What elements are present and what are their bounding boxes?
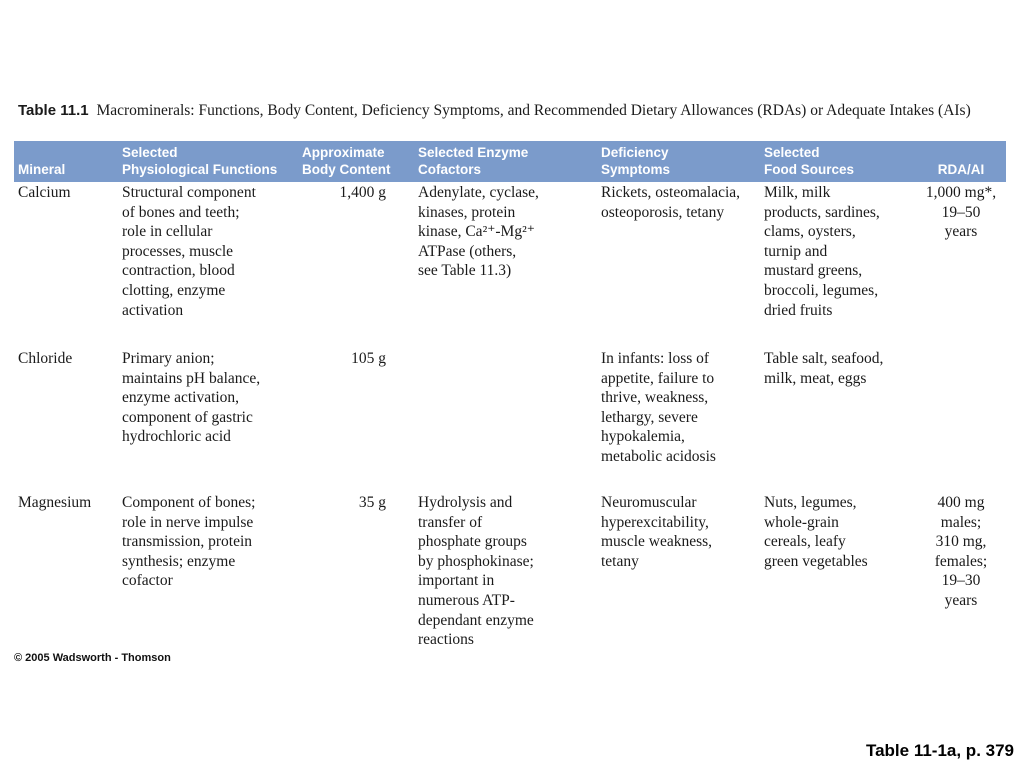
- cell-cofactors: [414, 343, 597, 485]
- cell-food-sources: Milk, milk products, sardines, clams, oysters, turnip and mustard greens, broccoli, legumes, dried fruits: [764, 184, 880, 319]
- table-number: Table 11.1: [18, 102, 89, 119]
- macrominerals-table: [14, 141, 1006, 650]
- cell-body-content: 35 g: [358, 494, 386, 511]
- cell-deficiency: Neuromuscular hyperexcitability, muscle weakness, tetany: [601, 494, 713, 570]
- cell-rda: 400 mg males; 310 mg, females; 19–30 years: [934, 494, 988, 609]
- cell-mineral: Chloride: [18, 350, 73, 367]
- copyright-notice: © 2005 Wadsworth - Thomson: [14, 652, 171, 664]
- table-row: [14, 182, 1006, 343]
- cell-rda: [916, 343, 1006, 485]
- table-row: [14, 343, 1006, 485]
- col-header-food-sources: Selected Food Sources: [760, 141, 916, 182]
- col-header-mineral: Mineral: [14, 141, 118, 182]
- cell-body-content: 1,400 g: [339, 184, 386, 201]
- header-row: [14, 141, 1006, 182]
- cell-body-content: 105 g: [351, 350, 386, 367]
- col-header-rda-ai: RDA/AI: [916, 141, 1006, 182]
- col-header-body-content: Approximate Body Content: [298, 141, 414, 182]
- cell-deficiency: In infants: loss of appetite, failure to thrive, weakness, lethargy, severe hypokalemia, metabolic acidosis: [601, 350, 716, 465]
- cell-rda: 1,000 mg*, 19–50 years: [925, 184, 997, 241]
- cell-functions: Primary anion; maintains pH balance, enzyme activation, component of gastric hydrochloric acid: [122, 350, 261, 446]
- cell-deficiency: Rickets, osteomalacia, osteoporosis, tetany: [601, 184, 741, 221]
- cell-food-sources: Nuts, legumes, whole-grain cereals, leafy green vegetables: [764, 494, 868, 570]
- table-title: Macrominerals: Functions, Body Content, Deficiency Symptoms, and Recommended Dietary Allowances (RDAs) or Adequate Intakes (AIs): [96, 102, 971, 119]
- cell-cofactors: Adenylate, cyclase, kinases, protein kinase, Ca²⁺-Mg²⁺ ATPase (others, see Table 11.3): [418, 184, 539, 280]
- cell-food-sources: Table salt, seafood, milk, meat, eggs: [764, 350, 884, 387]
- cell-mineral: Calcium: [18, 184, 71, 201]
- col-header-deficiency-symptoms: Deficiency Symptoms: [597, 141, 760, 182]
- table-row: [14, 485, 1006, 650]
- cell-cofactors: Hydrolysis and transfer of phosphate groups by phosphokinase; important in numerous ATP- dependant enzyme reactions: [418, 494, 534, 649]
- col-header-enzyme-cofactors: Selected Enzyme Cofactors: [414, 141, 597, 182]
- cell-functions: Component of bones; role in nerve impulse transmission, protein synthesis; enzyme cofactor: [122, 494, 256, 590]
- cell-mineral: Magnesium: [18, 494, 92, 511]
- cell-functions: Structural component of bones and teeth; role in cellular processes, muscle contraction, blood clotting, enzyme activation: [122, 184, 256, 319]
- page-reference: Table 11-1a, p. 379: [865, 741, 1014, 760]
- col-header-physiological-functions: Selected Physiological Functions: [118, 141, 298, 182]
- table-caption: [18, 102, 1008, 120]
